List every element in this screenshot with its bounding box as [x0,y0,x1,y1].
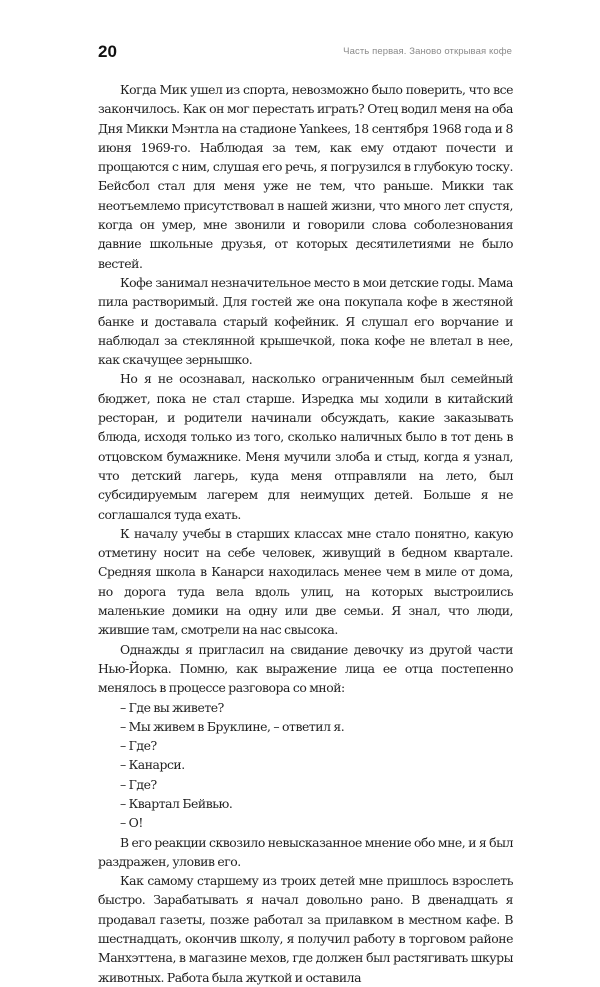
dialogue-line: – Квартал Бейвью. [120,795,233,811]
running-head: Часть первая. Заново открывая кофе [343,46,512,57]
paragraph: Но я не осознавал, насколько ограниченным был семейный бюджет, пока не стал старше. Изредка мы ходили в китайский ресторан, и родители начинали обсуждать, какие заказывать блюда, исходя только из того, сколько наличных было в тот день в отцовском бумажнике. Меня мучили злоба и стыд, когда я узнал, что детский лагерь, куда меня отправляли на лето, был субсидируемым лагерем для неимущих детей. Больше я не соглашался туда ехать. [98,371,513,522]
paragraph: В его реакции сквозило невысказанное мнение обо мне, и я был раздражен, уловив его. [98,834,513,869]
dialogue-line: – О! [120,815,143,831]
dialogue-line: – Где? [120,776,157,792]
dialogue-line: – Где вы живете? [120,699,224,715]
dialogue-line: – Канарси. [120,757,185,773]
dialogue-line: – Где? [120,738,157,754]
paragraph: Когда Мик ушел из спорта, невозможно было поверить, что все закончилось. Как он мог перестать играть? Отец водил меня на оба Дня Микки Мэнтла на стадионе Yankees, 18 сентября 1968 года и 8 июня 1969-го. Наблюдая за тем, как ему отдают почести и прощаются с ним, слушая его речь, я погрузился в глубокую тоску. Бейсбол стал для меня уже не тем, что раньше. Микки так неотъемлемо присутствовал в нашей жизни, что много лет спустя, когда он умер, мне звонили и говорили слова соболезнования давние школьные друзья, от которых десятилетиями не было вестей. [98,82,513,271]
page-header [98,40,512,64]
paragraph: К началу учебы в старших классах мне стало понятно, какую отметину носит на себе человек, живущий в бедном квартале. Средняя школа в Канарси находилась менее чем в миле от дома, но дорога туда вела вдоль улиц, на которых выстроились маленькие домики на одну или две семьи. Я знал, что люди, жившие там, смотрели на нас свысока. [98,525,513,638]
paragraph: Как самому старшему из троих детей мне пришлось взрослеть быстро. Зарабатывать я начал довольно рано. В двенадцать я продавал газеты, позже работал за прилавком в местном кафе. В шестнадцать, окончив школу, я получил работу в торговом районе Манхэттена, в магазине мехов, где должен был растягивать шкуры животных. Работа была жуткой и оставила [98,873,513,985]
paragraph: Кофе занимал незначительное место в мои детские годы. Мама пила растворимый. Для гостей же она покупала кофе в жестяной банке и доставала старый кофейник. Я слушал его ворчание и наблюдал за стеклянной крышечкой, пока кофе не влетал в нее, как скачущее зернышко. [98,274,513,368]
dialogue-line: – Мы живем в Бруклине, – ответил я. [120,718,345,734]
paragraph: Однажды я пригласил на свидание девочку из другой части Нью-Йорка. Помню, как выражение лица ее отца постепенно менялось в процессе разговора со мной: [98,641,513,696]
page-number: 20 [98,42,117,61]
body-text [98,80,513,987]
